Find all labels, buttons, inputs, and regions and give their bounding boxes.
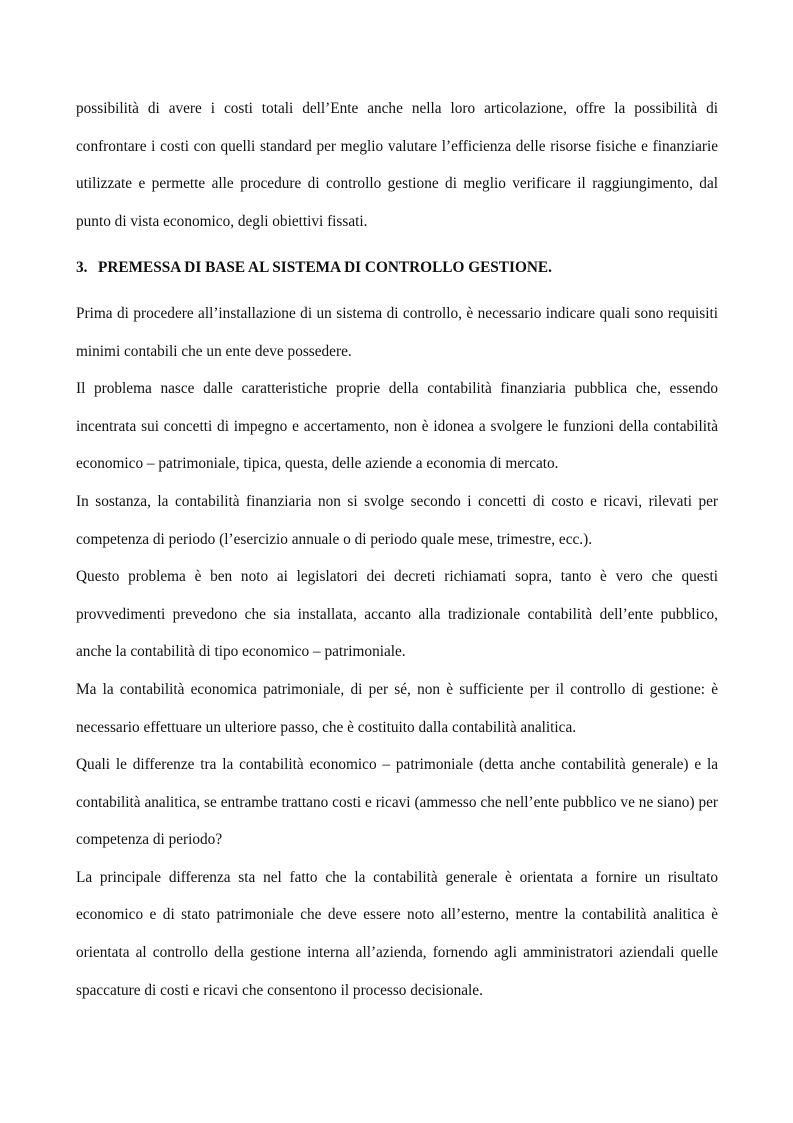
paragraph-requisiti: Prima di procedere all’installazione di un sistema di controllo, è necessario indicare quali sono requisiti minimi contabili che un ente deve possedere. — [76, 304, 718, 360]
paragraph-contabilita-analitica: Ma la contabilità economica patrimoniale, di per sé, non è sufficiente per il controllo di gestione: è necessario effettuare un ulteriore passo, che è costituito dalla contabilità analitica. — [76, 680, 718, 736]
paragraph-sostanza: In sostanza, la contabilità finanziaria non si svolge secondo i concetti di costo e ricavi, rilevati per competenza di periodo (l’esercizio annuale o di periodo quale mese, trimestre, ecc.). — [76, 492, 718, 548]
paragraph-differenze: Quali le differenze tra la contabilità economico – patrimoniale (detta anche contabilità generale) e la contabilità analitica, se entrambe trattano costi e ricavi (ammesso che nell’ente pubblico ve ne siano) per competenza di periodo? — [76, 756, 718, 849]
intro-paragraph: possibilità di avere i costi totali dell’Ente anche nella loro articolazione, offre la possibilità di confrontare i costi con quelli standard per meglio valutare l’efficienza delle risorse fisiche e finanziarie utilizzate e permette alle procedure di controllo gestione di meglio verificare il raggiungimento, dal punto di vista economico, degli obiettivi fissati. — [76, 100, 718, 230]
document-page — [76, 90, 718, 1009]
paragraph-problema: Il problema nasce dalle caratteristiche proprie della contabilità finanziaria pubblica che, essendo incentrata sui concetti di impegno e accertamento, non è idonea a svolgere le funzioni della contabilità economico – patrimoniale, tipica, questa, delle aziende a economia di mercato. — [76, 380, 718, 473]
paragraph-legislatori: Questo problema è ben noto ai legislatori dei decreti richiamati sopra, tanto è vero che questi provvedimenti prevedono che sia installata, accanto alla tradizionale contabilità dell’ente pubblico, anche la contabilità di tipo economico – patrimoniale. — [76, 568, 718, 661]
section-title: PREMESSA DI BASE AL SISTEMA DI CONTROLLO GESTIONE. — [98, 259, 552, 277]
paragraph-principale-differenza: La principale differenza sta nel fatto che la contabilità generale è orientata a fornire un risultato economico e di stato patrimoniale che deve essere noto all’esterno, mentre la contabilità analitica è orientata al controllo della gestione interna all’azienda, fornendo agli amministratori aziendali quelle spaccature di costi e ricavi che consentono il processo decisionale. — [76, 868, 718, 999]
section-number: 3. — [76, 259, 88, 277]
section-heading — [76, 249, 718, 287]
